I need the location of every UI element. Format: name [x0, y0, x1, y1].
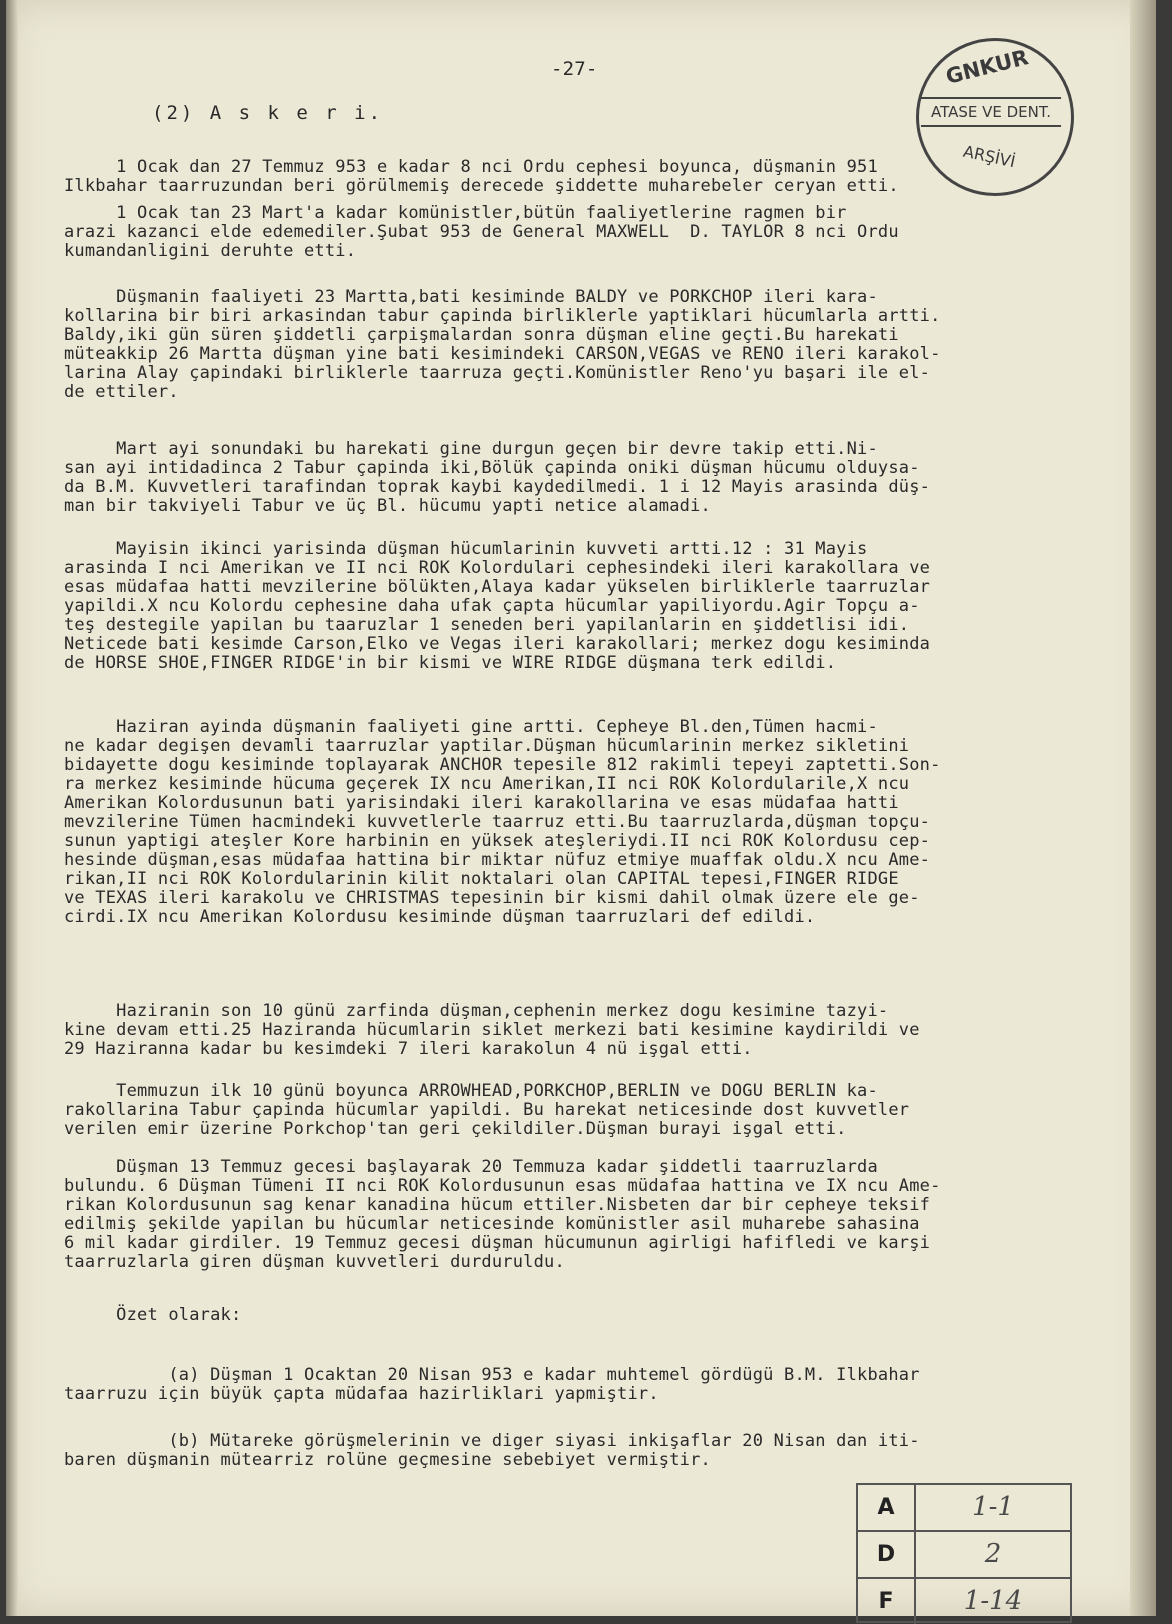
paragraph [64, 718, 1134, 927]
archive-row-label: F [858, 1579, 916, 1624]
text-line: Düşman 13 Temmuz gecesi başlayarak 20 Temmuza kadar şiddetli taarruzlarda [64, 1157, 878, 1177]
paragraph [64, 1002, 1134, 1059]
text-line: ra merkez kesiminde hücuma geçerek IX ncu Amerikan,II nci ROK Kolordularile,X ncu [64, 774, 910, 794]
text-line: Baldy,iki gün süren şiddetli çarpişmalardan sonra düşman eline geçti.Bu harekati [64, 325, 899, 345]
archive-row [858, 1579, 1070, 1624]
text-line: (a) Düşman 1 Ocaktan 20 Nisan 953 e kadar muhtemel gördügü B.M. Ilkbahar [64, 1365, 920, 1385]
page-left-edge [6, 0, 18, 1616]
text-line: 1 Ocak tan 23 Mart'a kadar komünistler,bütün faaliyetlerine ragmen bir [64, 203, 847, 223]
text-line: sunun yaptigi ateşler Kore harbinin en yüksek ateşleriydi.II nci ROK Kolordusu cep- [64, 831, 931, 851]
text-line: taarruzu için büyük çapta müdafaa hazirliklari yapmiştir. [64, 1384, 659, 1404]
text-line: Ilkbahar taarruzundan beri görülmemiş derecede şiddette muharebeler ceryan etti. [64, 176, 899, 196]
paragraph [64, 1082, 1134, 1139]
text-line: bulundu. 6 Düşman Tümeni II nci ROK Kolordusunun esas müdafaa hattina ve IX ncu Ame- [64, 1176, 941, 1196]
text-line: larina Alay çapindaki birliklerle taarruza geçti.Komünistler Reno'yu başari ile el- [64, 363, 931, 383]
text-line: kumandanligini deruhte etti. [64, 241, 357, 261]
text-line: Mayisin ikinci yarisinda düşman hücumlarinin kuvveti artti.12 : 31 Mayis [64, 539, 868, 559]
text-line: Düşmanin faaliyeti 23 Martta,bati kesiminde BALDY ve PORKCHOP ileri kara- [64, 287, 878, 307]
text-line: baren düşmanin mütearriz rolüne geçmesine sebebiyet vermiştir. [64, 1450, 711, 1470]
text-line: da B.M. Kuvvetleri tarafindan toprak kaybi kaydedilmedi. 1 i 12 Mayis arasinda düş- [64, 477, 931, 497]
paragraph [64, 1306, 1134, 1325]
text-line: kine devam etti.25 Haziranda hücumlarin siklet merkezi bati kesimine kaydirildi ve [64, 1020, 920, 1040]
text-line: verilen emir üzerine Porkchop'tan geri çekildiler.Düşman burayi işgal etti. [64, 1119, 847, 1139]
paragraph [64, 288, 1134, 402]
paragraph [64, 158, 1134, 196]
stamp-middle-text: ATASE VE DENT. [921, 97, 1061, 127]
text-line: bidayette dogu kesiminde toplayarak ANCHOR tepesile 812 rakimli tepeyi zaptetti.Son- [64, 755, 941, 775]
archive-row [858, 1532, 1070, 1579]
text-line: Haziran ayinda düşmanin faaliyeti gine artti. Cepheye Bl.den,Tümen hacmi- [64, 717, 878, 737]
text-line: arazi kazanci elde edemediler.Şubat 953 de General MAXWELL D. TAYLOR 8 nci Ordu [64, 222, 899, 242]
text-line: kollarina bir biri arkasindan tabur çapinda birliklerle yaptiklari hücumlarla artti. [64, 306, 941, 326]
text-line: 29 Haziranna kadar bu kesimdeki 7 ileri karakolun 4 nü işgal etti. [64, 1039, 753, 1059]
text-line: rikan Kolordusunun sag kenar kanadina hücum ettiler.Nisbeten dar bir cepheye teksif [64, 1195, 931, 1215]
text-line: taarruzlarla giren düşman kuvvetleri durduruldu. [64, 1252, 565, 1272]
archive-row [858, 1485, 1070, 1532]
section-heading: (2) A s k e r i. [152, 102, 384, 124]
archive-reference-box [856, 1483, 1072, 1623]
text-line: man bir takviyeli Tabur ve üç Bl. hücumu yapti netice alamadi. [64, 496, 711, 516]
text-line: cirdi.IX ncu Amerikan Kolordusu kesiminde düşman taarruzlari def edildi. [64, 907, 816, 927]
text-line: Haziranin son 10 günü zarfinda düşman,cephenin merkez dogu kesimine tazyi- [64, 1001, 889, 1021]
text-line: Mart ayi sonundaki bu harekati gine durgun geçen bir devre takip etti.Ni- [64, 439, 878, 459]
text-line: (b) Mütareke görüşmelerinin ve diger siyasi inkişaflar 20 Nisan dan iti- [64, 1431, 920, 1451]
paragraph [64, 204, 1134, 261]
archive-row-value: 1-1 [972, 1492, 1014, 1522]
page-number: -27- [551, 58, 598, 80]
text-line: Amerikan Kolordusunun bati yarisindaki ileri karakollarina ve esas müdafaa hatti [64, 793, 899, 813]
paragraph [64, 540, 1134, 673]
document-page [6, 0, 1156, 1616]
text-line: teş destegile yapilan bu taaruzlar 1 seneden beri yapilanlarin en şiddetlisi idi. [64, 615, 910, 635]
text-line: arasinda I nci Amerikan ve II nci ROK Kolordulari cephesindeki ileri karakollara ve [64, 558, 931, 578]
text-line: 1 Ocak dan 27 Temmuz 953 e kadar 8 nci Ordu cephesi boyunca, düşmanin 951 [64, 157, 878, 177]
text-line: mevzilerine Tümen hacmindeki kuvvetlerle taarruz etti.Bu taarruzlarda,düşman topçu- [64, 812, 931, 832]
text-line: hesinde düşman,esas müdafaa hattina bir miktar nüfuz etmiye muaffak oldu.X ncu Ame- [64, 850, 931, 870]
text-line: san ayi intidadinca 2 Tabur çapinda iki,Bölük çapinda oniki düşman hücumu olduysa- [64, 458, 920, 478]
text-line: rakollarina Tabur çapinda hücumlar yapildi. Bu harekat neticesinde dost kuvvetler [64, 1100, 910, 1120]
text-line: rikan,II nci ROK Kolordularinin kilit noktalari olan CAPITAL tepesi,FINGER RIDGE [64, 869, 899, 889]
paragraph [64, 440, 1134, 516]
stamp-top-text: GNKUR [943, 45, 1031, 89]
text-line: yapildi.X ncu Kolordu cephesine daha ufak çapta hücumlar yapiliyordu.Agir Topçu a- [64, 596, 920, 616]
text-line: ve TEXAS ileri karakolu ve CHRISTMAS tepesinin bir kismi dahil olmak üzere ele ge- [64, 888, 920, 908]
archive-row-label: D [858, 1532, 916, 1577]
paragraph [64, 1158, 1134, 1272]
text-line: Temmuzun ilk 10 günü boyunca ARROWHEAD,PORKCHOP,BERLIN ve DOGU BERLIN ka- [64, 1081, 878, 1101]
text-line: esas müdafaa hatti mevzilerine bölükten,Alaya kadar yükselen birliklerle taarruzlar [64, 577, 931, 597]
stamp-bottom-text: ARŞİVİ [961, 141, 1018, 172]
text-line: Neticede bati kesimde Carson,Elko ve Vegas ileri karakollari; merkez dogu kesiminda [64, 634, 931, 654]
archive-row-value: 2 [984, 1539, 1002, 1569]
paragraph [64, 1432, 1134, 1470]
text-line: Özet olarak: [64, 1305, 242, 1325]
archive-row-label: A [858, 1485, 916, 1530]
text-line: müteakkip 26 Martta düşman yine bati kesimindeki CARSON,VEGAS ve RENO ileri karakol- [64, 344, 941, 364]
text-line: ne kadar degişen devamli taarruzlar yaptilar.Düşman hücumlarinin merkez sikletini [64, 736, 910, 756]
text-line: de ettiler. [64, 382, 179, 402]
text-line: 6 mil kadar girdiler. 19 Temmuz gecesi düşman hücumunun agirligi hafifledi ve karşi [64, 1233, 931, 1253]
text-line: edilmiş şekilde yapilan bu hücumlar neticesinde komünistler asil muharebe sahasina [64, 1214, 920, 1234]
archive-row-value: 1-14 [963, 1586, 1023, 1616]
paragraph [64, 1366, 1134, 1404]
text-line: de HORSE SHOE,FINGER RIDGE'in bir kismi ve WIRE RIDGE düşmana terk edildi. [64, 653, 837, 673]
